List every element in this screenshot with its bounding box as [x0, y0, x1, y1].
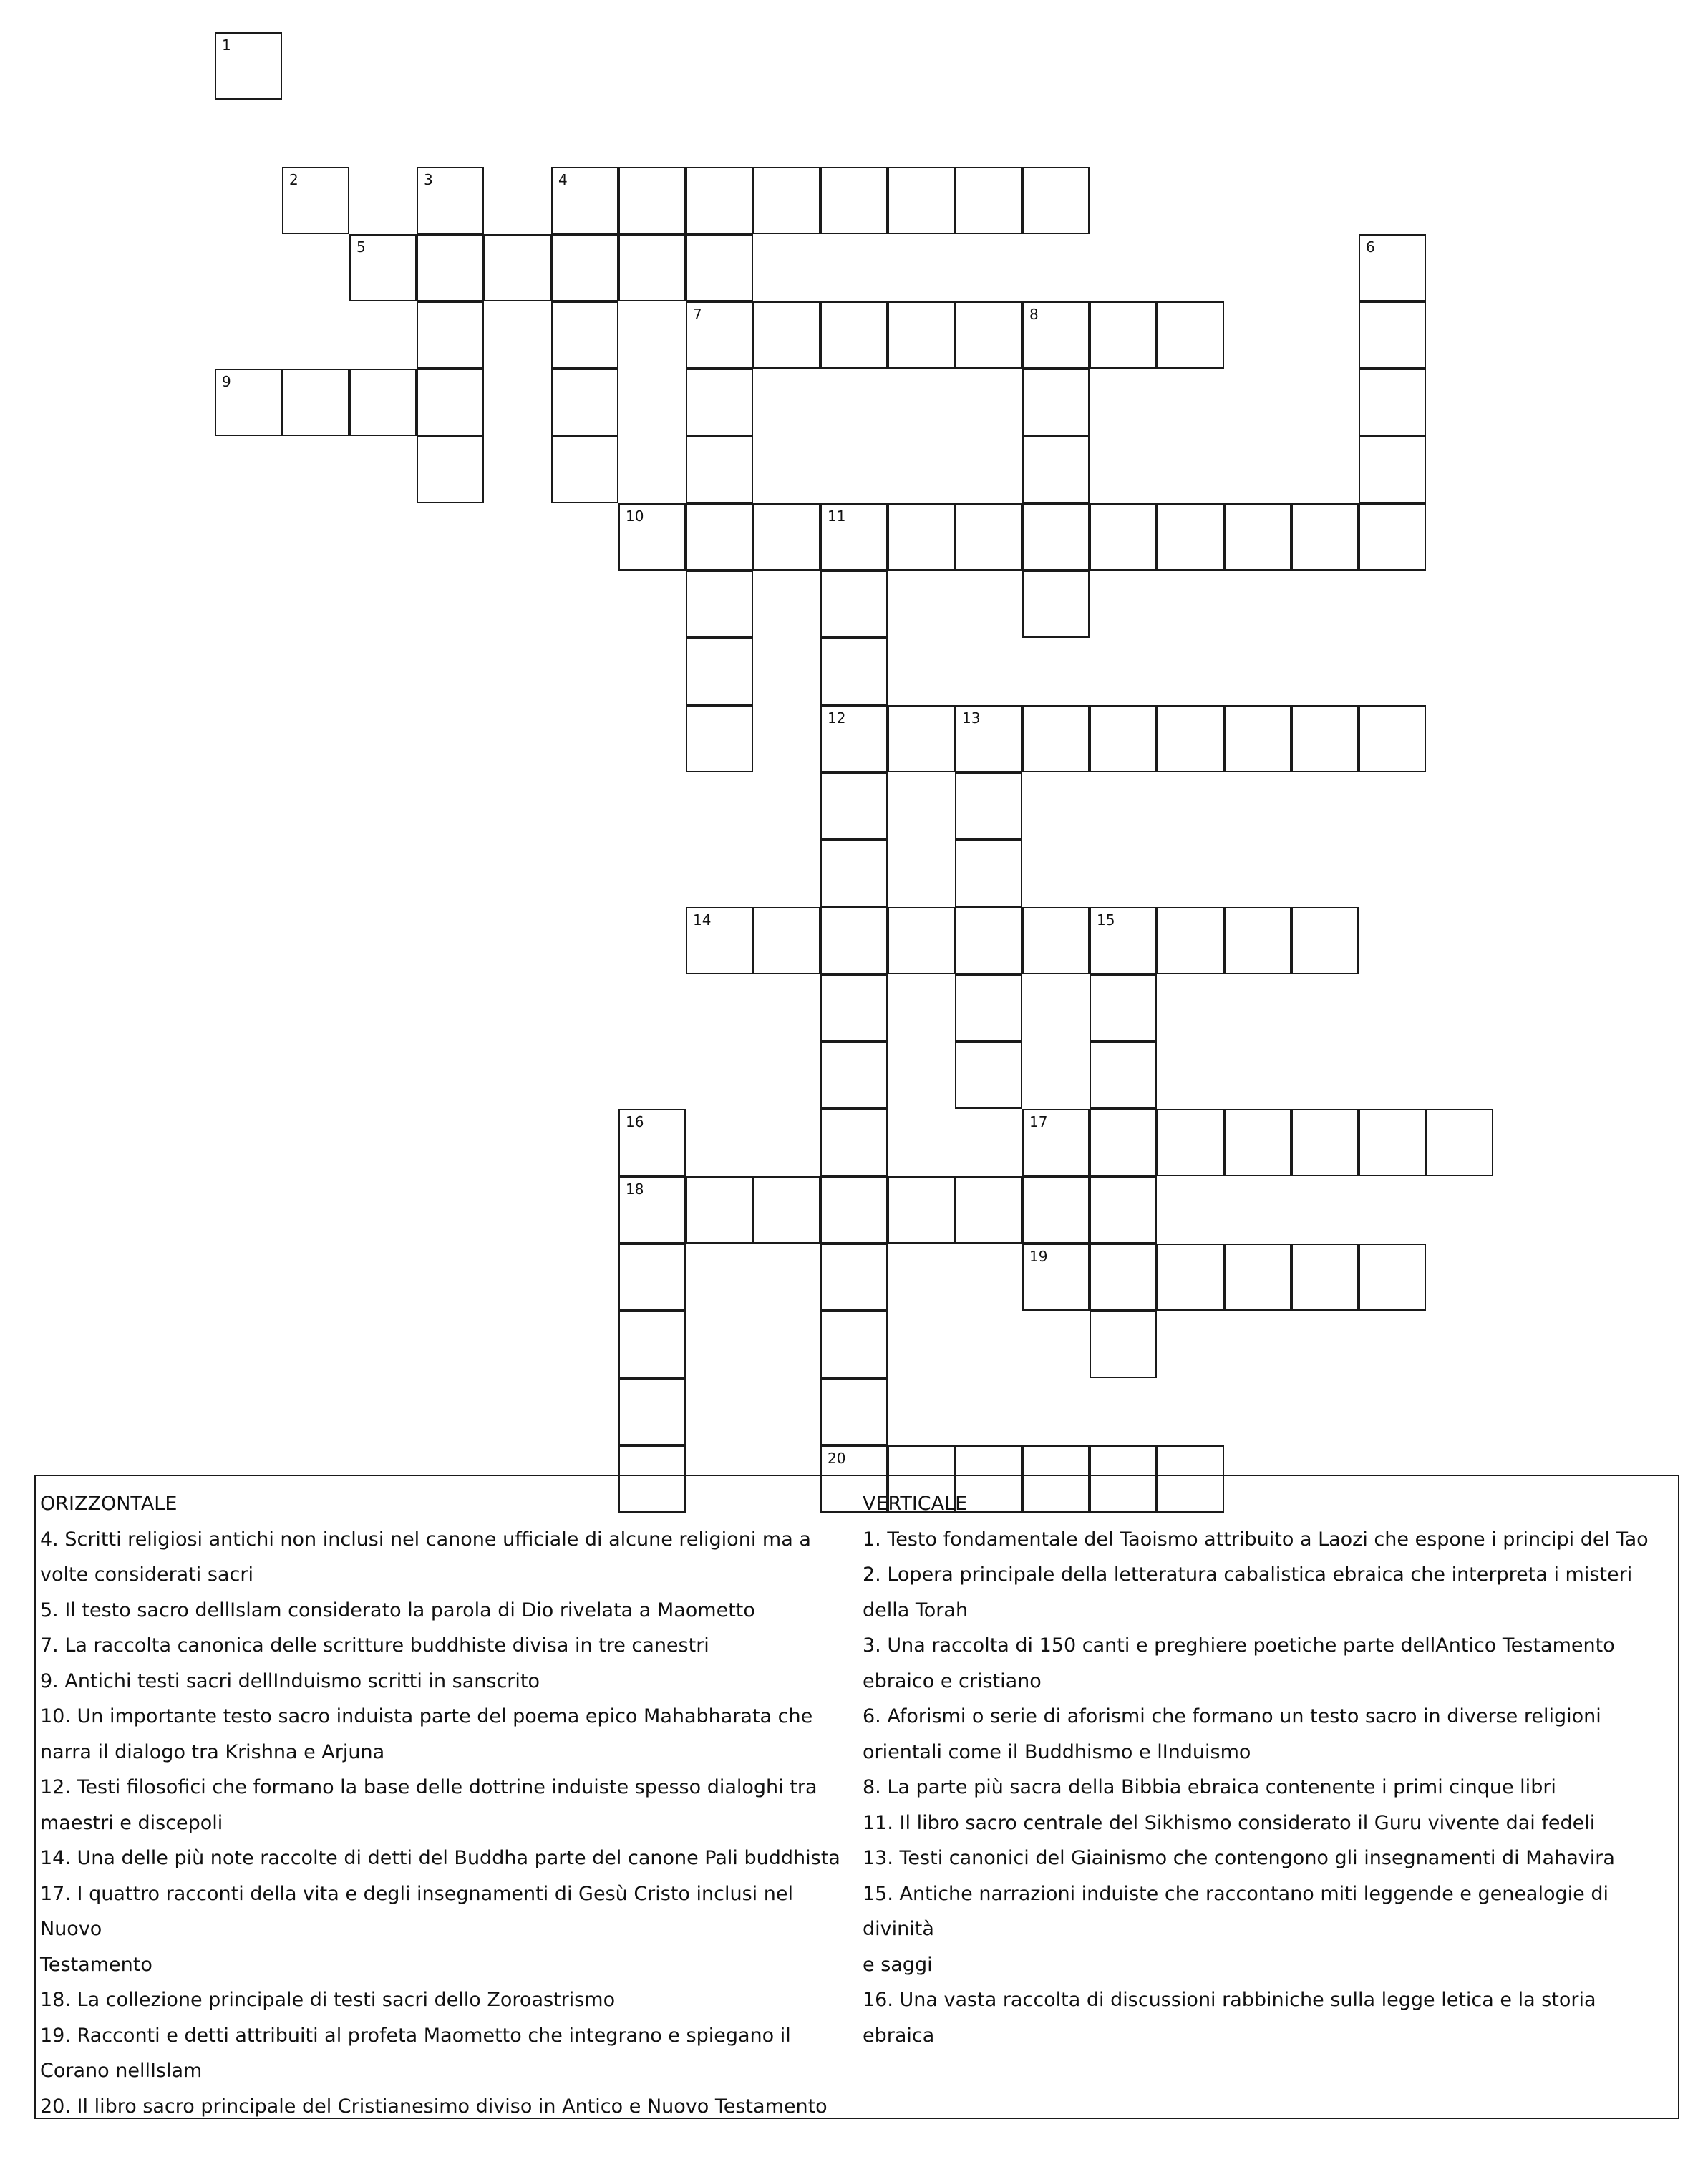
- down-clue-line: della Torah: [863, 1599, 969, 1622]
- grid-cell[interactable]: [753, 907, 820, 974]
- grid-cell[interactable]: [417, 369, 484, 436]
- grid-cell[interactable]: [1157, 907, 1224, 974]
- grid-cell[interactable]: [686, 571, 753, 638]
- grid-cell[interactable]: [1022, 503, 1090, 571]
- grid-cell[interactable]: [753, 503, 820, 571]
- across-clue-line: 19. Racconti e detti attribuiti al profeta Maometto che integrano e spiegano il: [40, 2024, 791, 2047]
- grid-cell[interactable]: [888, 1176, 955, 1244]
- grid-cell[interactable]: [551, 436, 618, 503]
- grid-cell[interactable]: [1090, 1311, 1157, 1378]
- grid-cell[interactable]: [1090, 1109, 1157, 1176]
- grid-cell[interactable]: [955, 974, 1022, 1042]
- grid-cell[interactable]: [349, 234, 417, 301]
- grid-cell[interactable]: [417, 234, 484, 301]
- grid-cell[interactable]: [1090, 705, 1157, 772]
- grid-cell[interactable]: [820, 503, 888, 571]
- grid-cell[interactable]: [1291, 503, 1359, 571]
- grid-cell[interactable]: [686, 436, 753, 503]
- clue-number: 3: [424, 171, 433, 188]
- across-clue-line: Testamento: [40, 1953, 152, 1976]
- across-clue-line: narra il dialogo tra Krishna e Arjuna: [40, 1740, 385, 1763]
- grid-cell[interactable]: [618, 167, 686, 234]
- grid-cell[interactable]: [618, 1378, 686, 1445]
- grid-cell[interactable]: [1359, 1109, 1426, 1176]
- grid-cell[interactable]: [349, 369, 417, 436]
- clue-number: 14: [693, 911, 712, 929]
- grid-cell[interactable]: [1224, 705, 1291, 772]
- grid-cell[interactable]: [686, 1176, 753, 1244]
- grid-cell[interactable]: [1022, 1176, 1090, 1244]
- grid-cell[interactable]: [1359, 301, 1426, 369]
- grid-cell[interactable]: [1359, 369, 1426, 436]
- grid-cell[interactable]: [417, 436, 484, 503]
- grid-cell[interactable]: [820, 907, 888, 974]
- grid-cell[interactable]: [1291, 907, 1359, 974]
- grid-cell[interactable]: [1022, 1244, 1090, 1311]
- grid-cell[interactable]: [1090, 1042, 1157, 1109]
- grid-cell[interactable]: [955, 772, 1022, 840]
- clue-number: 17: [1029, 1113, 1048, 1130]
- down-clue-line: 1. Testo fondamentale del Taoismo attribuito a Laozi che espone i principi del Tao: [863, 1528, 1649, 1551]
- grid-cell[interactable]: [1224, 1109, 1291, 1176]
- grid-cell[interactable]: [820, 1176, 888, 1244]
- across-clue-line: 5. Il testo sacro dellIslam considerato la parola di Dio rivelata a Maometto: [40, 1599, 755, 1622]
- grid-cell[interactable]: [1359, 1244, 1426, 1311]
- grid-cell[interactable]: [282, 369, 349, 436]
- grid-cell[interactable]: [820, 974, 888, 1042]
- grid-cell[interactable]: [955, 1176, 1022, 1244]
- grid-cell[interactable]: [955, 1042, 1022, 1109]
- grid-cell[interactable]: [618, 1176, 686, 1244]
- down-clue-line: 8. La parte più sacra della Bibbia ebraica contenente i primi cinque libri: [863, 1776, 1556, 1798]
- grid-cell[interactable]: [820, 1244, 888, 1311]
- across-clue-line: 14. Una delle più note raccolte di detti del Buddha parte del canone Pali buddhista: [40, 1847, 840, 1869]
- across-clue-line: 9. Antichi testi sacri dellInduismo scritti in sanscrito: [40, 1669, 540, 1692]
- grid-cell[interactable]: [686, 907, 753, 974]
- grid-cell[interactable]: [1022, 369, 1090, 436]
- grid-cell[interactable]: [820, 1378, 888, 1445]
- grid-cell[interactable]: [1090, 503, 1157, 571]
- clue-number: 18: [626, 1181, 644, 1198]
- clue-number: 5: [356, 238, 366, 256]
- down-clue-line: 11. Il libro sacro centrale del Sikhismo considerato il Guru vivente dai fedeli: [863, 1811, 1596, 1834]
- down-clue-line: 6. Aforismi o serie di aforismi che formano un testo sacro in diverse religioni: [863, 1705, 1601, 1727]
- grid-cell[interactable]: [1291, 705, 1359, 772]
- across-clue-line: 10. Un importante testo sacro induista parte del poema epico Mahabharata che: [40, 1705, 813, 1727]
- down-clues: [863, 1486, 1671, 2053]
- grid-cell[interactable]: [753, 1176, 820, 1244]
- grid-cell[interactable]: [1157, 503, 1224, 571]
- clue-number: 13: [962, 709, 981, 727]
- clue-number: 6: [1366, 238, 1375, 256]
- grid-cell[interactable]: [686, 705, 753, 772]
- grid-cell[interactable]: [417, 301, 484, 369]
- grid-cell[interactable]: [686, 301, 753, 369]
- grid-cell[interactable]: [1022, 907, 1090, 974]
- clue-number: 10: [626, 508, 644, 525]
- across-clue-line: 17. I quattro racconti della vita e degli insegnamenti di Gesù Cristo inclusi nel Nuovo: [40, 1882, 793, 1940]
- grid-cell[interactable]: [820, 167, 888, 234]
- down-clue-line: 2. Lopera principale della letteratura cabalistica ebraica che interpreta i misteri: [863, 1564, 1633, 1586]
- grid-cell[interactable]: [955, 705, 1022, 772]
- grid-cell[interactable]: [1291, 1244, 1359, 1311]
- grid-cell[interactable]: [618, 234, 686, 301]
- grid-cell[interactable]: [1090, 1176, 1157, 1244]
- grid-cell[interactable]: [1090, 907, 1157, 974]
- grid-cell[interactable]: [820, 1109, 888, 1176]
- grid-cell[interactable]: [1426, 1109, 1493, 1176]
- clue-number: 16: [626, 1113, 644, 1130]
- grid-cell[interactable]: [551, 167, 618, 234]
- grid-cell[interactable]: [686, 369, 753, 436]
- grid-cell[interactable]: [820, 1311, 888, 1378]
- grid-cell[interactable]: [686, 638, 753, 705]
- clue-number: 1: [222, 37, 231, 54]
- grid-cell[interactable]: [282, 167, 349, 234]
- grid-cell[interactable]: [1157, 1109, 1224, 1176]
- across-clues: [40, 1486, 853, 2124]
- grid-cell[interactable]: [820, 840, 888, 907]
- grid-cell[interactable]: [1224, 1244, 1291, 1311]
- grid-cell[interactable]: [955, 907, 1022, 974]
- grid-cell[interactable]: [820, 638, 888, 705]
- grid-cell[interactable]: [1022, 571, 1090, 638]
- grid-cell[interactable]: [753, 167, 820, 234]
- grid-cell[interactable]: [1157, 1244, 1224, 1311]
- down-clue-line: orientali come il Buddhismo e lInduismo: [863, 1740, 1251, 1763]
- grid-cell[interactable]: [1022, 167, 1090, 234]
- grid-cell[interactable]: [1022, 301, 1090, 369]
- clue-number: 2: [289, 171, 299, 188]
- clue-number: 11: [828, 508, 846, 525]
- down-clue-line: 13. Testi canonici del Giainismo che contengono gli insegnamenti di Mahavira: [863, 1847, 1615, 1869]
- grid-cell[interactable]: [888, 301, 955, 369]
- across-clue-line: 7. La raccolta canonica delle scritture buddhiste divisa in tre canestri: [40, 1634, 709, 1657]
- grid-cell[interactable]: [1157, 301, 1224, 369]
- grid-cell[interactable]: [820, 1042, 888, 1109]
- grid-cell[interactable]: [888, 907, 955, 974]
- grid-cell[interactable]: [686, 167, 753, 234]
- grid-cell[interactable]: [618, 1109, 686, 1176]
- grid-cell[interactable]: [1224, 907, 1291, 974]
- clue-number: 9: [222, 373, 231, 390]
- grid-cell[interactable]: [888, 503, 955, 571]
- across-clue-heading: ORIZZONTALE: [40, 1493, 178, 1515]
- grid-cell[interactable]: [686, 503, 753, 571]
- grid-cell[interactable]: [1090, 301, 1157, 369]
- clue-number: 12: [828, 709, 846, 727]
- grid-cell[interactable]: [618, 503, 686, 571]
- across-clue-line: maestri e discepoli: [40, 1811, 223, 1834]
- grid-cell[interactable]: [215, 32, 282, 100]
- grid-cell[interactable]: [1359, 705, 1426, 772]
- across-clue-line: 4. Scritti religiosi antichi non inclusi nel canone ufficiale di alcune religioni ma a: [40, 1528, 811, 1551]
- across-clue-line: Corano nellIslam: [40, 2060, 203, 2082]
- grid-cell[interactable]: [820, 301, 888, 369]
- across-clue-line: 18. La collezione principale di testi sacri dello Zoroastrismo: [40, 1989, 616, 2011]
- clue-number: 19: [1029, 1248, 1048, 1265]
- grid-cell[interactable]: [1090, 1244, 1157, 1311]
- grid-cell[interactable]: [551, 369, 618, 436]
- grid-cell[interactable]: [888, 705, 955, 772]
- clue-number: 7: [693, 306, 702, 323]
- grid-cell[interactable]: [1359, 436, 1426, 503]
- grid-cell[interactable]: [1157, 705, 1224, 772]
- across-clue-line: 12. Testi filosofici che formano la base delle dottrine induiste spesso dialoghi tra: [40, 1776, 817, 1798]
- grid-cell[interactable]: [1090, 974, 1157, 1042]
- down-clue-line: 3. Una raccolta di 150 canti e preghiere poetiche parte dellAntico Testamento: [863, 1634, 1615, 1657]
- down-clue-line: 16. Una vasta raccolta di discussioni rabbiniche sulla legge letica e la storia ebraica: [863, 1989, 1596, 2047]
- clue-number: 4: [558, 171, 568, 188]
- grid-cell[interactable]: [1359, 503, 1426, 571]
- grid-cell[interactable]: [1291, 1109, 1359, 1176]
- grid-cell[interactable]: [1022, 705, 1090, 772]
- grid-cell[interactable]: [1224, 503, 1291, 571]
- across-clue-line: volte considerati sacri: [40, 1564, 253, 1586]
- clue-number: 20: [828, 1450, 846, 1467]
- grid-cell[interactable]: [955, 503, 1022, 571]
- clue-number: 8: [1029, 306, 1039, 323]
- grid-cell[interactable]: [618, 1311, 686, 1378]
- grid-cell[interactable]: [753, 301, 820, 369]
- grid-cell[interactable]: [955, 167, 1022, 234]
- grid-cell[interactable]: [1359, 234, 1426, 301]
- grid-cell[interactable]: [484, 234, 551, 301]
- grid-cell[interactable]: [820, 772, 888, 840]
- across-clue-line: 20. Il libro sacro principale del Cristianesimo diviso in Antico e Nuovo Testamento: [40, 2095, 828, 2118]
- grid-cell[interactable]: [955, 840, 1022, 907]
- grid-cell[interactable]: [888, 167, 955, 234]
- grid-cell[interactable]: [1022, 436, 1090, 503]
- down-clue-line: ebraico e cristiano: [863, 1669, 1042, 1692]
- grid-cell[interactable]: [1022, 1109, 1090, 1176]
- grid-cell[interactable]: [955, 301, 1022, 369]
- down-clue-heading: VERTICALE: [863, 1493, 968, 1515]
- grid-cell[interactable]: [686, 234, 753, 301]
- grid-cell[interactable]: [820, 571, 888, 638]
- grid-cell[interactable]: [551, 301, 618, 369]
- clues-box: [34, 1475, 1679, 2119]
- clue-number: 15: [1097, 911, 1115, 929]
- grid-cell[interactable]: [215, 369, 282, 436]
- grid-cell[interactable]: [820, 705, 888, 772]
- down-clue-line: 15. Antiche narrazioni induiste che raccontano miti leggende e genealogie di divinità: [863, 1882, 1608, 1940]
- down-clue-line: e saggi: [863, 1953, 933, 1976]
- grid-cell[interactable]: [551, 234, 618, 301]
- grid-cell[interactable]: [417, 167, 484, 234]
- grid-cell[interactable]: [618, 1244, 686, 1311]
